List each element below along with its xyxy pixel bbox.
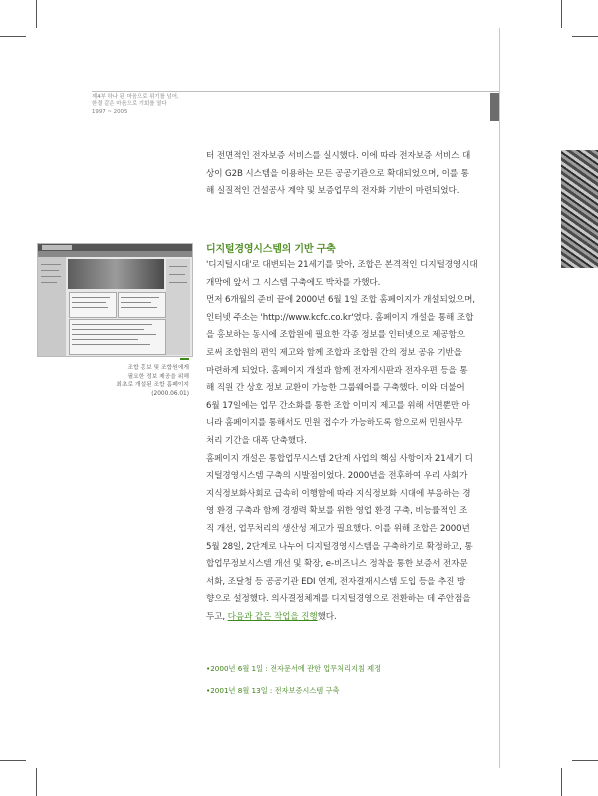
header-rule (92, 91, 500, 92)
caption-line: 필요한 정보 제공을 위해 (127, 373, 189, 380)
text-line: 개막에 앞서 그 시스템 구축에도 박차를 가했다. (206, 277, 381, 288)
highlight-link[interactable]: 다음과 같은 작업을 진행 (227, 611, 318, 622)
crop-mark (0, 36, 26, 37)
crop-mark (561, 768, 562, 796)
text-line-last (206, 609, 492, 627)
text-line: 지털경영시스템 구축의 시발점이었다. 2000년을 전후하여 우리 사회가 (206, 471, 468, 482)
text-line: 로써 조합원의 편익 제고와 함께 조합과 조합원 간의 정보 공유 기반을 (206, 347, 462, 358)
text-line: 합업무정보시스템 개선 및 확장, e-비즈니스 정착을 통한 보증서 전자문 (206, 559, 468, 570)
text-line: 직 개선, 업무처리의 생산성 제고가 필요했다. 이를 위해 조합은 2000년 (206, 523, 470, 534)
caption-line: (2000.06.01) (151, 390, 189, 397)
text-line: 을 홍보하는 동시에 조합원에 필요한 각종 정보를 인터넷으로 제공함으 (206, 330, 465, 341)
image-caption (96, 364, 189, 398)
text-line: 해 실질적인 건설공사 계약 및 보증업무의 전자화 기반이 마련되었다. (206, 186, 460, 197)
crop-mark (572, 36, 598, 37)
intro-paragraph (206, 148, 492, 201)
running-header (92, 94, 222, 116)
bullet-list (206, 664, 486, 704)
text-line: 서화, 조달청 등 공공기관 EDI 연계, 전자결재시스템 도입 등을 추진 방 (206, 576, 466, 587)
text-line: 영 환경 구축과 함께 경쟁력 확보를 위한 영업 환경 구축, 비능률적인 조 (206, 506, 468, 517)
text-line: 인터넷 주소는 'http://www.kcfc.co.kr'였다. 홈페이지 개설을 통해 조합 (206, 312, 474, 323)
header-line: 1997 ~ 2005 (92, 108, 128, 115)
text-fragment: 두고, (206, 611, 228, 622)
text-line: 5월 28일, 2단계로 나누어 디지털경영시스템을 구축하기로 확정하고, 통 (206, 541, 473, 552)
section-title: 디지털경영시스템의 기반 구축 (206, 244, 336, 255)
caption-line: 조합 홍보 및 조합원에게 (127, 365, 189, 371)
text-line: 지식정보화사회로 급속히 이행함에 따라 지식정보화 시대에 부응하는 경 (206, 488, 471, 499)
crop-mark (36, 768, 37, 796)
text-line: 먼저 6개월의 준비 끝에 2000년 6월 1일 조합 홈페이지가 개설되었으며, (206, 295, 475, 306)
crop-mark (0, 760, 26, 761)
text-line: '디지털시대'로 대변되는 21세기를 맞아, 조합은 본격적인 디지털경영시대 (206, 260, 478, 270)
text-line: 처리 기간을 대폭 단축했다. (206, 435, 307, 446)
crop-mark (572, 760, 598, 761)
text-line: 마련하게 되었다. 홈페이지 개설과 함께 전자게시판과 전자우편 등을 통 (206, 365, 468, 376)
crop-mark (36, 0, 37, 28)
text-line: 상이 G2B 시스템을 이용하는 모든 공공기관으로 확대되었으며, 이를 통 (206, 168, 469, 179)
text-line: 6월 17일에는 업무 간소화를 통한 조합 이미지 제고를 위해 서면뿐만 아 (206, 400, 470, 411)
margin-rule (499, 28, 500, 768)
section-body (206, 257, 492, 626)
bullet-item: •2001년 8월 13일 : 전자보증시스템 구축 (206, 686, 340, 695)
text-line: 해 직원 간 상호 정보 교환이 가능한 그룹웨어를 구축했다. 이와 더불어 (206, 383, 465, 394)
caption-marker (180, 358, 189, 360)
bullet-item: •2000년 6월 1일 : 전자문서에 관한 업무처리지침 제정 (206, 664, 382, 673)
text-line: 홈페이지 개설은 통합업무시스템 2단계 사업의 핵심 사항이자 21세기 디 (206, 453, 473, 464)
header-line: 한결 같은 마음으로 기회를 열다 (92, 101, 167, 108)
text-line: 향으로 설정했다. 의사결정체계를 디지털경영으로 전환하는 데 주안점을 (206, 594, 471, 605)
crop-mark (561, 0, 562, 28)
caption-line: 최초로 개설된 조합 홈페이지 (116, 382, 189, 389)
header-line: 제4부 하나 된 마음으로 위기를 넘어, (92, 94, 179, 100)
text-fragment: 했다. (317, 611, 337, 622)
text-line: 터 전면적인 전자보증 서비스를 실시했다. 이에 따라 전자보증 서비스 대 (206, 151, 471, 161)
edge-photo (561, 150, 598, 268)
homepage-screenshot (37, 243, 193, 357)
chapter-tab (490, 93, 499, 121)
text-line: 니라 홈페이지를 통해서도 민원 접수가 가능하도록 함으로써 민원사무 (206, 418, 463, 429)
